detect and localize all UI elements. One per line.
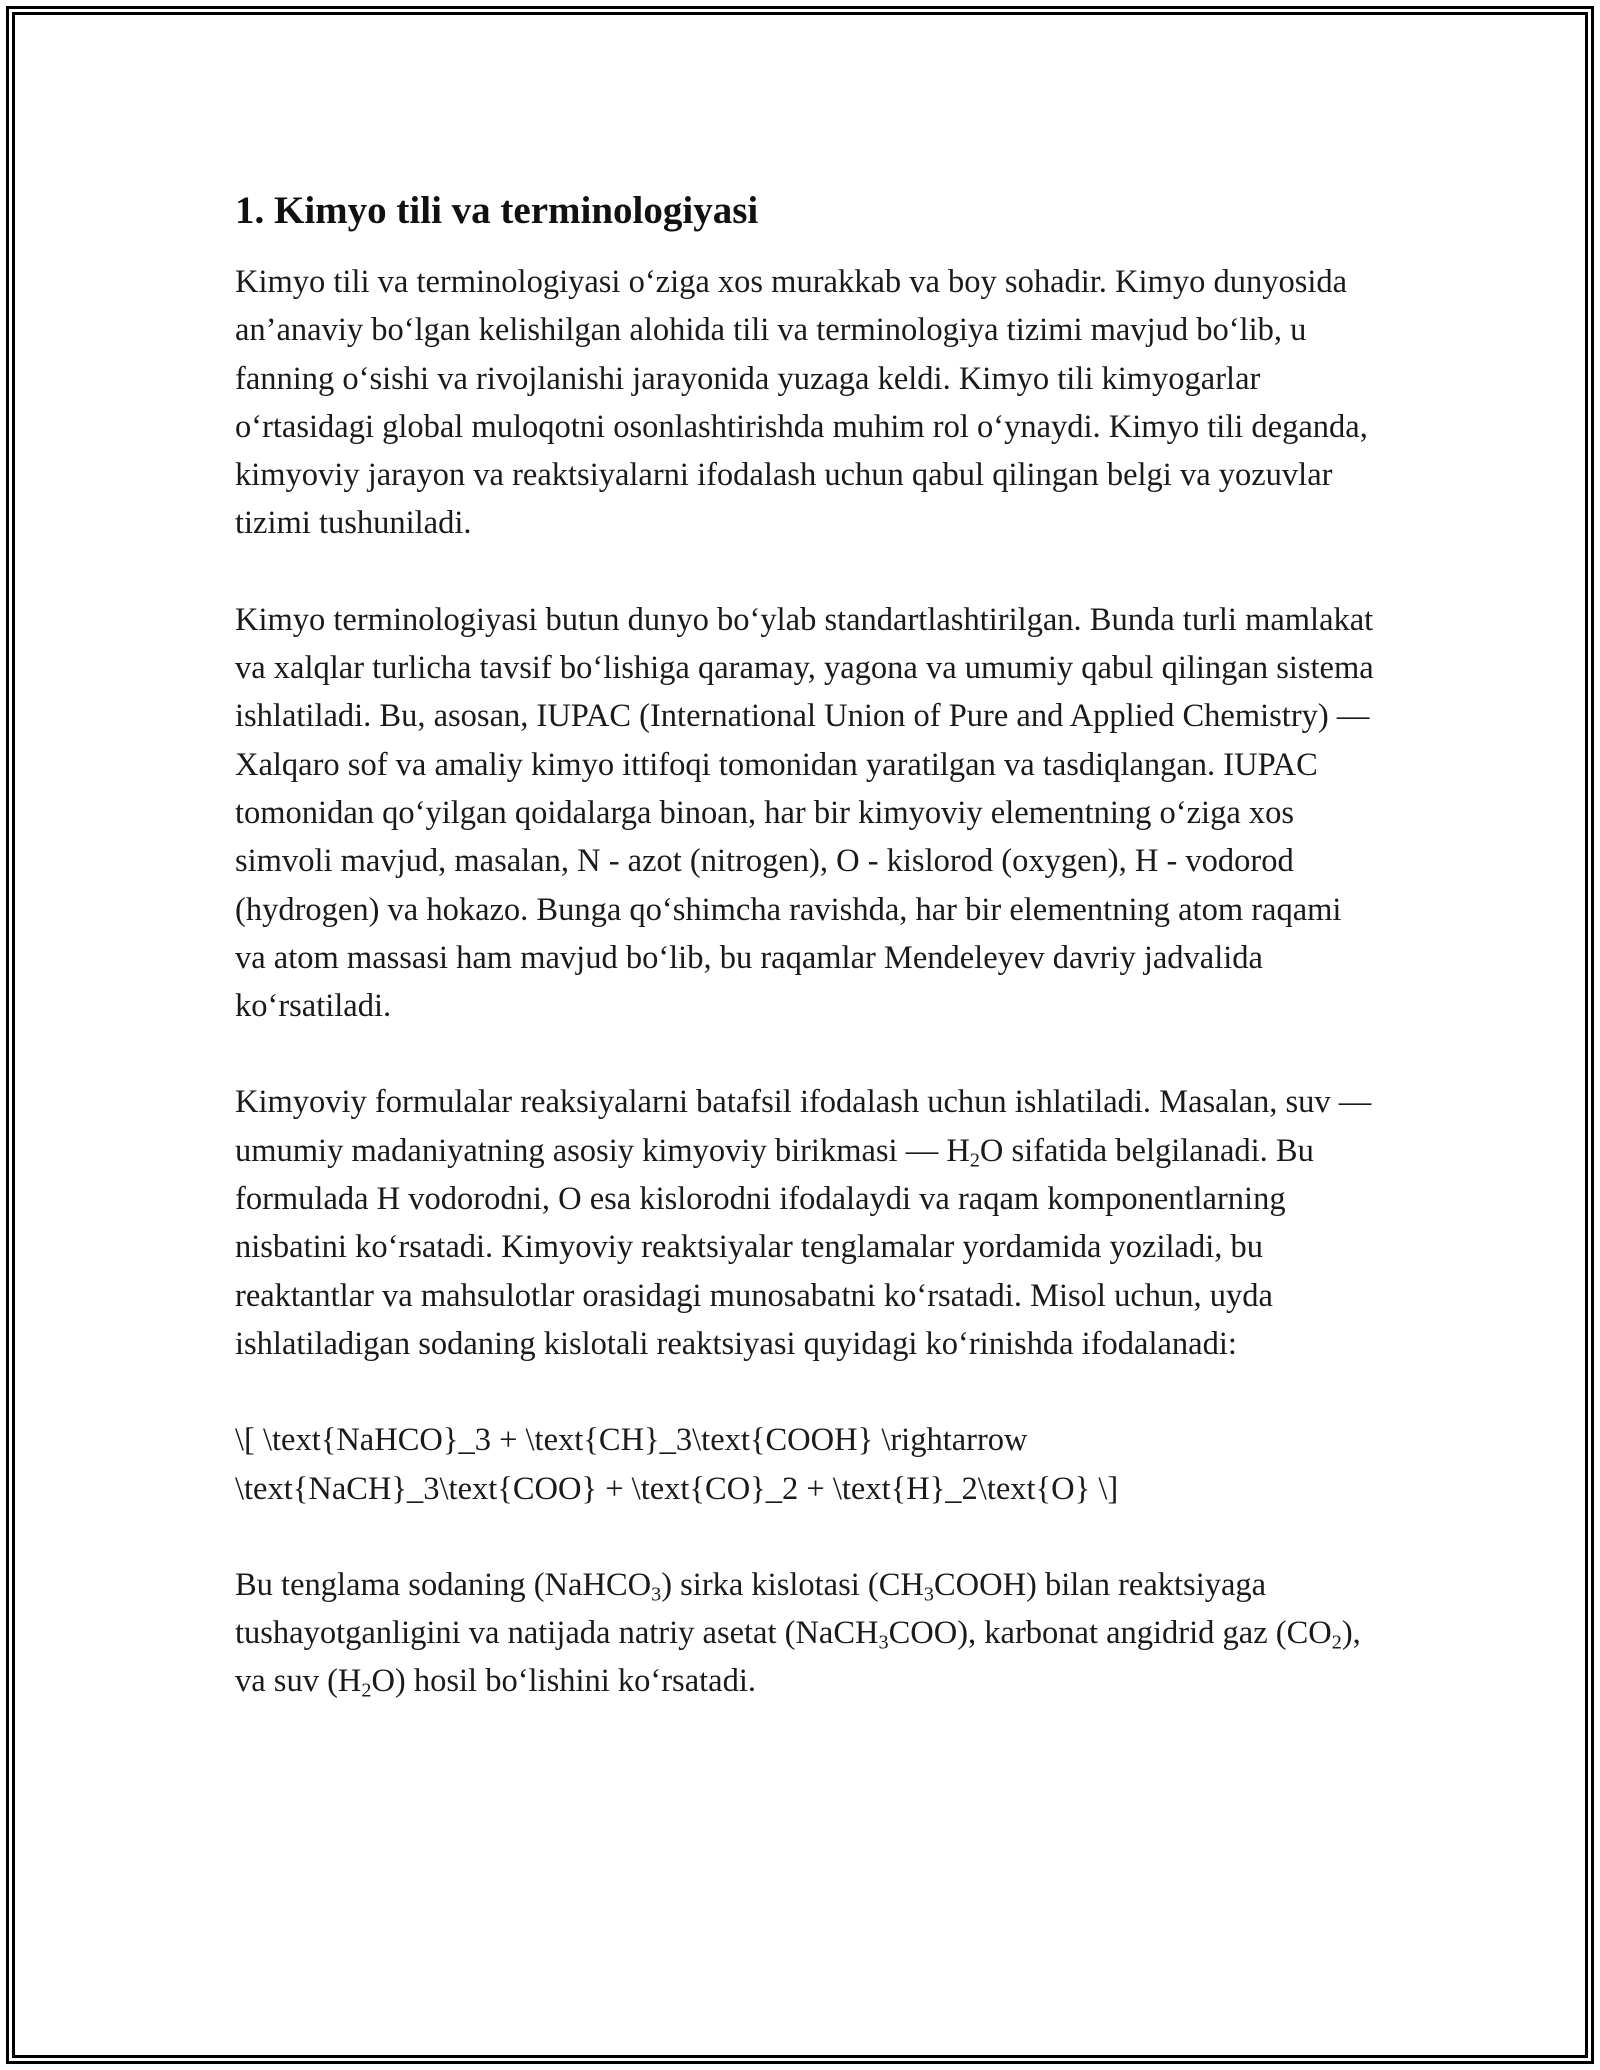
subscript: 3	[651, 1583, 662, 1606]
subscript: 3	[878, 1631, 889, 1654]
paragraph-formulas	[235, 1078, 1375, 1368]
text-run: ) sirka kislotasi (CH	[661, 1566, 924, 1603]
paragraph-explanation	[235, 1561, 1375, 1706]
text-run: O) hosil bo‘lishini ko‘rsatadi.	[371, 1663, 756, 1700]
equation-line: \[ \text{NaHCO}_3 + \text{CH}_3\text{COOH} \rightarrow \text{NaCH}_3\text{COO} + \text{CO}_2 + \text{H}_2\text{O} \]	[235, 1422, 1119, 1507]
paragraph-intro: Kimyo tili va terminologiyasi o‘ziga xos murakkab va boy sohadir. Kimyo dunyosida an’anaviy bo‘lgan kelishilgan alohida tili va terminologiya tizimi mavjud bo‘lib, u fanning o‘sishi va rivojlanishi jarayonida yuzaga keldi. Kimyo tili kimyogarlar o‘rtasidagi global muloqotni osonlashtirishda muhim rol o‘ynaydi. Kimyo tili deganda, kimyoviy jarayon va reaktsiyalarni ifodalash uchun qabul qilingan belgi va yozuvlar tizimi tushuniladi.	[235, 264, 1368, 542]
text-run: COOH) bilan reaktsiyaga tushayotganligini va natijada natriy asetat (NaCH	[235, 1566, 1267, 1652]
text-run: Bu tenglama sodaning (NaHCO	[235, 1566, 652, 1603]
subscript: 2	[1331, 1631, 1342, 1654]
document-body	[235, 186, 1375, 1754]
subscript: 3	[923, 1583, 934, 1606]
paragraph-terminology: Kimyo terminologiyasi butun dunyo bo‘ylab standartlashtirilgan. Bunda turli mamlakat va xalqlar turlicha tavsif bo‘lishiga qaramay, yagona va umumiy qabul qilingan sistema ishlatiladi. Bu, asosan, IUPAC (International Union of Pure and Applied Chemistry) — Xalqaro sof va amaliy kimyo ittifoqi tomonidan yaratilgan va tasdiqlangan. IUPAC tomonidan qo‘yilgan qoidalarga binoan, har bir kimyoviy elementning o‘ziga xos simvoli mavjud, masalan, N - azot (nitrogen), O - kislorod (oxygen), H - vodorod (hydrogen) va hokazo. Bunga qo‘shimcha ravishda, har bir elementning atom raqami va atom massasi ham mavjud bo‘lib, bu raqamlar Mendeleyev davriy jadvalida ko‘rsatiladi.	[235, 601, 1374, 1025]
subscript: 2	[361, 1680, 372, 1703]
subscript: 2	[969, 1149, 980, 1172]
section-heading: 1. Kimyo tili va terminologiyasi	[235, 189, 759, 232]
text-run: O sifatida belgilanadi. Bu formulada H vodorodni, O esa kislorodni ifodalaydi va raqam komponentlarning nisbatini ko‘rsatadi. Kimyoviy reaktsiyalar tenglamalar yordamida yoziladi, bu reaktantlar va mahsulotlar orasidagi munosabatni ko‘rsatadi. Misol uchun, uyda ishlatiladigan sodaning kislotali reaktsiyasi quyidagi ko‘rinishda ifodalanadi:	[235, 1132, 1314, 1362]
text-run: COO), karbonat angidrid gaz (CO	[888, 1615, 1332, 1652]
text-run: ), va suv (H	[235, 1615, 1361, 1700]
text-run: Kimyoviy formulalar reaksiyalarni batafsil ifodalash uchun ishlatiladi. Masalan, suv — umumiy madaniyatning asosiy kimyoviy birikmasi — H	[235, 1084, 1372, 1169]
